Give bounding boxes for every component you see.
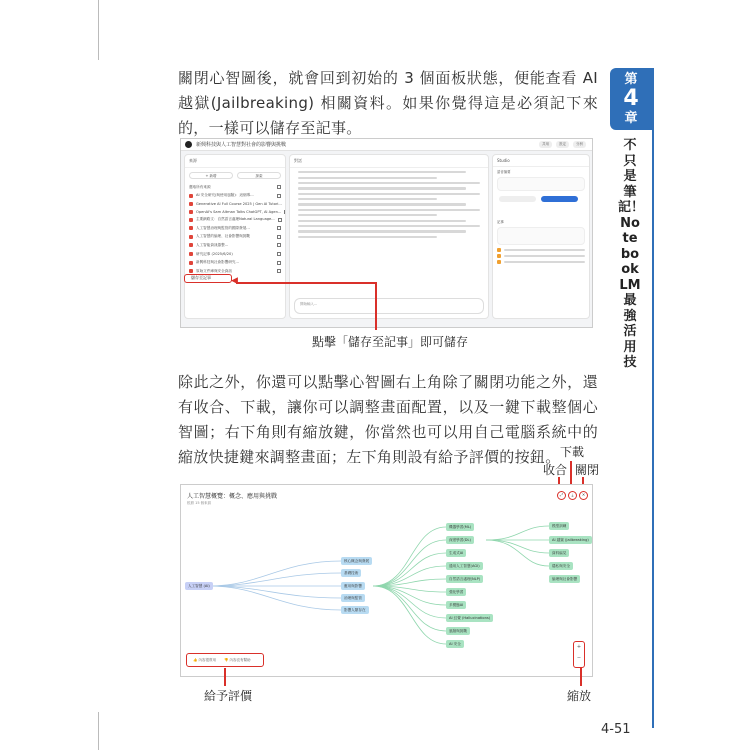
chat-text-line bbox=[298, 193, 480, 195]
mindmap-screenshot bbox=[180, 484, 593, 677]
notes-buttons bbox=[497, 227, 585, 245]
side-divider bbox=[652, 68, 654, 728]
source-item[interactable]: 選取所有來源 bbox=[185, 183, 285, 192]
arrow-left-icon: ◀ bbox=[231, 276, 238, 286]
chat-text-line bbox=[298, 214, 437, 216]
checkbox-icon[interactable] bbox=[277, 261, 281, 265]
source-item[interactable]: 原始文件庫與安全資訊 bbox=[185, 267, 285, 276]
source-item[interactable]: 人工智慧治理與監管的國際發展... bbox=[185, 224, 285, 233]
add-source-button[interactable]: + 新增 bbox=[189, 172, 233, 179]
note-icon bbox=[497, 254, 501, 258]
zoom-out-button[interactable]: − bbox=[576, 655, 582, 661]
download-button[interactable]: ⤓ bbox=[568, 491, 577, 500]
source-item[interactable]: 新興科技與社會影響研究... bbox=[185, 258, 285, 267]
mindmap-node[interactable]: 機器學習(ML) bbox=[446, 523, 474, 531]
zoom-controls bbox=[573, 641, 585, 668]
mindmap-node[interactable]: 風險與挑戰 bbox=[446, 627, 470, 635]
paragraph-2: 除此之外，你還可以點擊心智圖右上角除了關閉功能之外，還有收合、下載，讓你可以調整畫面配置，以及一鍵下載整個心智圖；右下角則有縮放鍵，你當然也可以用自己電腦系統中的縮放快捷鍵來調整畫面；左下角則設有給予評價的按鈕。 bbox=[178, 373, 598, 466]
document-icon bbox=[189, 194, 193, 198]
checkbox-icon[interactable] bbox=[277, 252, 281, 256]
checkbox-icon[interactable] bbox=[277, 194, 281, 198]
generate-button[interactable] bbox=[541, 196, 578, 202]
note-item[interactable] bbox=[497, 260, 585, 264]
notebook-topbar bbox=[181, 139, 592, 151]
checkbox-icon[interactable] bbox=[277, 235, 281, 239]
mindmap-node[interactable]: 資料偏見 bbox=[549, 549, 569, 557]
chat-text-line bbox=[298, 209, 480, 211]
customize-button[interactable] bbox=[499, 196, 536, 202]
mindmap-node[interactable]: 倫理與社會影響 bbox=[549, 575, 580, 583]
caption-1: 點擊「儲存至記事」即可儲存 bbox=[312, 335, 469, 349]
chapter-label-top: 第 bbox=[624, 72, 638, 87]
explore-button[interactable]: 探索 bbox=[237, 172, 281, 179]
youtube-icon bbox=[189, 210, 193, 214]
callout-line bbox=[236, 282, 376, 284]
chat-text-line bbox=[298, 177, 437, 179]
chat-text-line bbox=[298, 230, 466, 232]
note-icon bbox=[497, 248, 501, 252]
mindmap-title: 人工智慧概覽：概念、應用與挑戰 bbox=[187, 493, 278, 500]
mindmap-root-node[interactable]: 人工智慧 (AI) bbox=[185, 582, 213, 590]
notebooklm-logo-icon bbox=[185, 141, 192, 148]
note-item[interactable] bbox=[497, 248, 585, 252]
source-item[interactable]: 研究記事 (2025/6/20) bbox=[185, 250, 285, 259]
document-icon bbox=[189, 243, 193, 247]
feedback-label: 給予評價 bbox=[204, 689, 253, 703]
source-item[interactable]: OpenAI's Sam Altman Talks ChatGPT, AI Agen... bbox=[185, 208, 285, 216]
source-item[interactable]: Generative AI Full Course 2025 | Gen AI Tutori... bbox=[185, 200, 285, 208]
collapse-button[interactable]: ⤢ bbox=[557, 491, 566, 500]
mindmap-node[interactable]: 通用人工智慧(AGI) bbox=[446, 562, 483, 570]
mindmap-node[interactable]: 多模態AI bbox=[446, 601, 466, 609]
notebooklm-screenshot bbox=[180, 138, 593, 328]
mindmap-node[interactable]: 強化學習 bbox=[446, 588, 466, 596]
source-item[interactable]: 人工智能資訊彙整... bbox=[185, 241, 285, 250]
audio-card bbox=[497, 177, 585, 191]
note-item[interactable] bbox=[497, 254, 585, 258]
notes-label: 記事 bbox=[497, 220, 504, 224]
chat-text-line bbox=[298, 236, 437, 238]
thumbs-up-button[interactable]: 👍 內容很實用 bbox=[193, 657, 216, 662]
share-button[interactable]: 共用 bbox=[539, 141, 552, 148]
note-icon bbox=[497, 260, 501, 264]
paragraph-1: 關閉心智圖後，就會回到初始的 3 個面板狀態，便能查看 AI 越獄(Jailbreaking) 相關資料。如果你覺得這是必須記下來的，一樣可以儲存至記事。 bbox=[178, 69, 598, 137]
source-item[interactable]: 人工智慧的倫理、社會影響與挑戰 bbox=[185, 233, 285, 242]
settings-button[interactable]: 設定 bbox=[556, 141, 569, 148]
zoom-in-button[interactable]: + bbox=[576, 644, 582, 650]
checkbox-icon[interactable] bbox=[284, 210, 285, 214]
callout-line bbox=[375, 282, 377, 330]
mindmap-node[interactable]: 影響人類存在 bbox=[341, 606, 369, 614]
chat-text-line bbox=[298, 198, 437, 200]
chapter-label-bottom: 章 bbox=[624, 111, 638, 126]
mindmap-node[interactable]: 深度學習(DL) bbox=[446, 536, 474, 544]
callout-line bbox=[580, 668, 582, 686]
collapse-label: 收合 bbox=[543, 463, 568, 477]
close-label: 關閉 bbox=[575, 463, 600, 477]
mindmap-node[interactable]: AI 越獄 (Jailbreaking) bbox=[549, 536, 592, 544]
document-icon bbox=[189, 252, 193, 256]
checkbox-icon[interactable] bbox=[277, 185, 281, 189]
notebook-title: 新興科技與人工智慧對社會的影響與挑戰 bbox=[196, 142, 287, 148]
download-label: 下載 bbox=[560, 445, 585, 459]
chat-text-line bbox=[298, 171, 466, 173]
checkbox-icon[interactable] bbox=[278, 218, 282, 222]
checkbox-icon[interactable] bbox=[277, 226, 281, 230]
mindmap-node[interactable]: 治理與監管 bbox=[341, 594, 365, 602]
document-icon bbox=[189, 261, 193, 265]
source-item[interactable]: 主要網路文：自然語言處理Natural Language... bbox=[185, 215, 285, 224]
sources-header: 來源 bbox=[185, 155, 285, 168]
mindmap-edges bbox=[181, 485, 593, 677]
mindmap-subtitle: 根據 15 個來源 bbox=[187, 501, 212, 505]
document-icon bbox=[189, 235, 193, 239]
studio-panel bbox=[492, 154, 590, 319]
zoom-label: 縮放 bbox=[567, 689, 592, 703]
mindmap-node[interactable]: 應用與影響 bbox=[341, 582, 365, 590]
chat-text-line bbox=[298, 187, 466, 189]
chat-text-line bbox=[298, 182, 480, 184]
chat-text-line bbox=[298, 220, 466, 222]
thumbs-down-button[interactable]: 👎 內容沒有幫助 bbox=[223, 657, 251, 662]
callout-line bbox=[224, 668, 226, 686]
youtube-icon bbox=[189, 202, 193, 206]
checkbox-icon[interactable] bbox=[277, 269, 281, 273]
studio-header: Studio bbox=[493, 155, 589, 167]
close-button[interactable]: ✕ bbox=[579, 491, 588, 500]
mindmap-node[interactable]: 模型訓練 bbox=[549, 522, 569, 530]
page-frame-line bbox=[98, 712, 99, 750]
chapter-tab bbox=[610, 68, 652, 130]
sources-panel bbox=[184, 154, 286, 319]
mindmap-node[interactable]: 基礎技術 bbox=[341, 569, 361, 577]
save-to-note-button[interactable]: 儲存至記事 bbox=[184, 274, 232, 283]
chat-text-line bbox=[298, 225, 480, 227]
chat-input[interactable]: 開始輸入... bbox=[294, 298, 484, 314]
mindmap-node[interactable]: 自然語言處理(NLP) bbox=[446, 575, 483, 583]
analytics-button[interactable]: 分析 bbox=[573, 141, 586, 148]
feedback-buttons bbox=[186, 653, 264, 667]
document-icon bbox=[189, 269, 193, 273]
checkbox-icon[interactable] bbox=[277, 243, 281, 247]
chapter-number: 4 bbox=[623, 86, 639, 111]
page-frame-line bbox=[98, 0, 99, 60]
mindmap-node[interactable]: AI 幻覺 (Hallucinations) bbox=[446, 614, 493, 622]
mindmap-node[interactable]: 隱私與安全 bbox=[549, 562, 573, 570]
chapter-side-title: 不只是筆記！NotebookLM最強活用技 bbox=[618, 138, 645, 370]
page-number: 4-51 bbox=[601, 722, 631, 737]
source-item[interactable]: AI 安全研究(與使用風險)：這個專... bbox=[185, 192, 285, 201]
chat-header: 對話 bbox=[290, 155, 488, 168]
mindmap-node[interactable]: AI 安全 bbox=[446, 640, 464, 648]
document-icon bbox=[189, 218, 193, 222]
chat-panel bbox=[289, 154, 489, 319]
mindmap-node[interactable]: 核心概念與發展 bbox=[341, 557, 372, 565]
document-icon bbox=[189, 226, 193, 230]
mindmap-node[interactable]: 生成式AI bbox=[446, 549, 466, 557]
chat-text-line bbox=[298, 203, 466, 205]
audio-summary-label: 語音摘要 bbox=[497, 170, 511, 174]
